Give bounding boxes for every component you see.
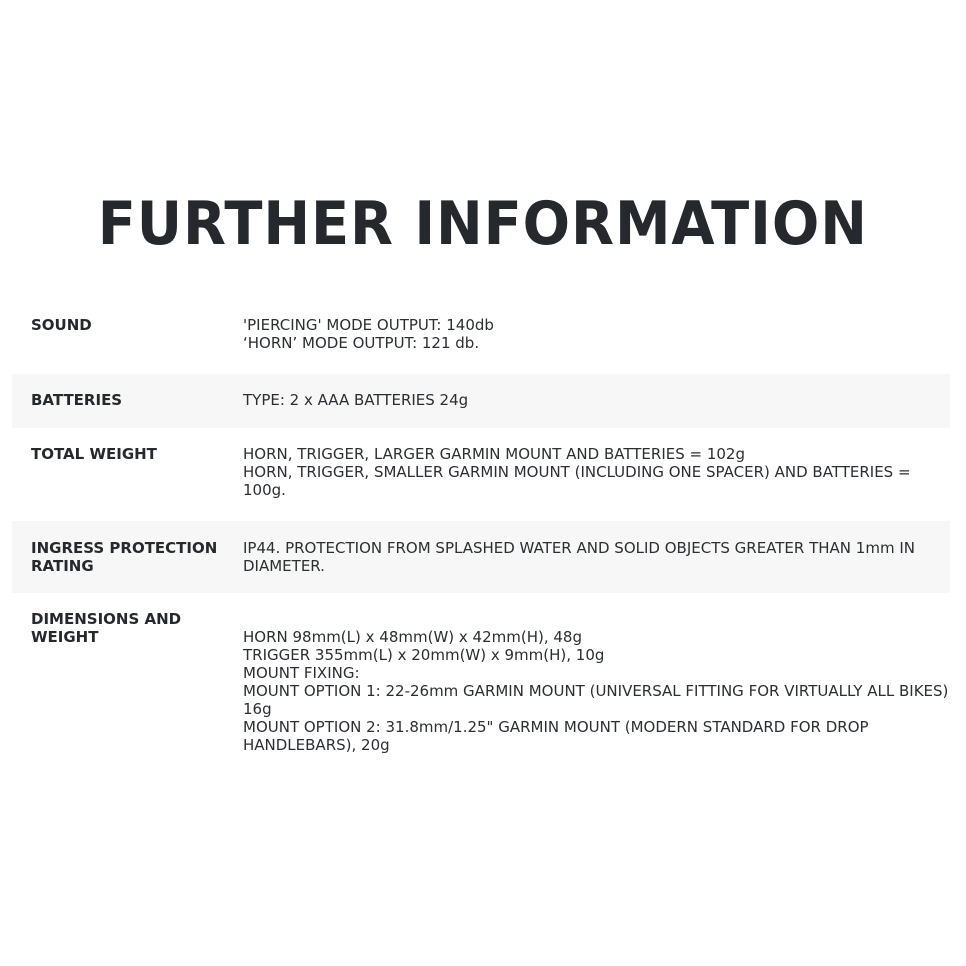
spec-value bbox=[243, 539, 950, 593]
spec-value-line: HORN, TRIGGER, SMALLER GARMIN MOUNT (INCLUDING ONE SPACER) AND BATTERIES = 100g. bbox=[243, 463, 911, 499]
spec-value-line: MOUNT OPTION 1: 22-26mm GARMIN MOUNT (UNIVERSAL FITTING FOR VIRTUALLY ALL BIKES) 16g bbox=[243, 682, 949, 718]
spec-row-dimensions bbox=[12, 593, 950, 763]
spec-row-sound bbox=[12, 298, 950, 374]
spec-table bbox=[12, 298, 950, 763]
spec-row-batteries bbox=[12, 374, 950, 428]
spec-value-line: HORN, TRIGGER, LARGER GARMIN MOUNT AND BATTERIES = 102g bbox=[243, 445, 746, 463]
spec-value bbox=[243, 391, 950, 428]
spec-value-line: 'PIERCING' MODE OUTPUT: 140db bbox=[243, 316, 494, 334]
spec-value-line: TYPE: 2 x AAA BATTERIES 24g bbox=[243, 391, 469, 409]
spec-value-line: IP44. PROTECTION FROM SPLASHED WATER AND SOLID OBJECTS GREATER THAN 1mm IN DIAMETER. bbox=[243, 539, 915, 575]
spec-label: BATTERIES bbox=[31, 391, 123, 409]
spec-value bbox=[243, 316, 950, 374]
spec-value-line: MOUNT FIXING: bbox=[243, 664, 360, 682]
spec-value bbox=[243, 445, 950, 521]
spec-row-ingress-protection bbox=[12, 521, 950, 593]
spec-value-line: HORN 98mm(L) x 48mm(W) x 42mm(H), 48g bbox=[243, 628, 582, 646]
spec-label: TOTAL WEIGHT bbox=[31, 445, 157, 463]
spec-value-line: ‘HORN’ MODE OUTPUT: 121 db. bbox=[243, 334, 480, 352]
spec-label: INGRESS PROTECTION RATING bbox=[31, 539, 218, 575]
page-title: FURTHER INFORMATION bbox=[97, 189, 868, 259]
spec-label: SOUND bbox=[31, 316, 92, 334]
spec-row-total-weight bbox=[12, 428, 950, 521]
spec-value-line: TRIGGER 355mm(L) x 20mm(W) x 9mm(H), 10g bbox=[243, 646, 605, 664]
spec-value bbox=[243, 610, 950, 763]
spec-value-line: MOUNT OPTION 2: 31.8mm/1.25" GARMIN MOUNT (MODERN STANDARD FOR DROP HANDLEBARS), 20g bbox=[243, 718, 869, 754]
spec-label: DIMENSIONS AND WEIGHT bbox=[31, 610, 182, 646]
